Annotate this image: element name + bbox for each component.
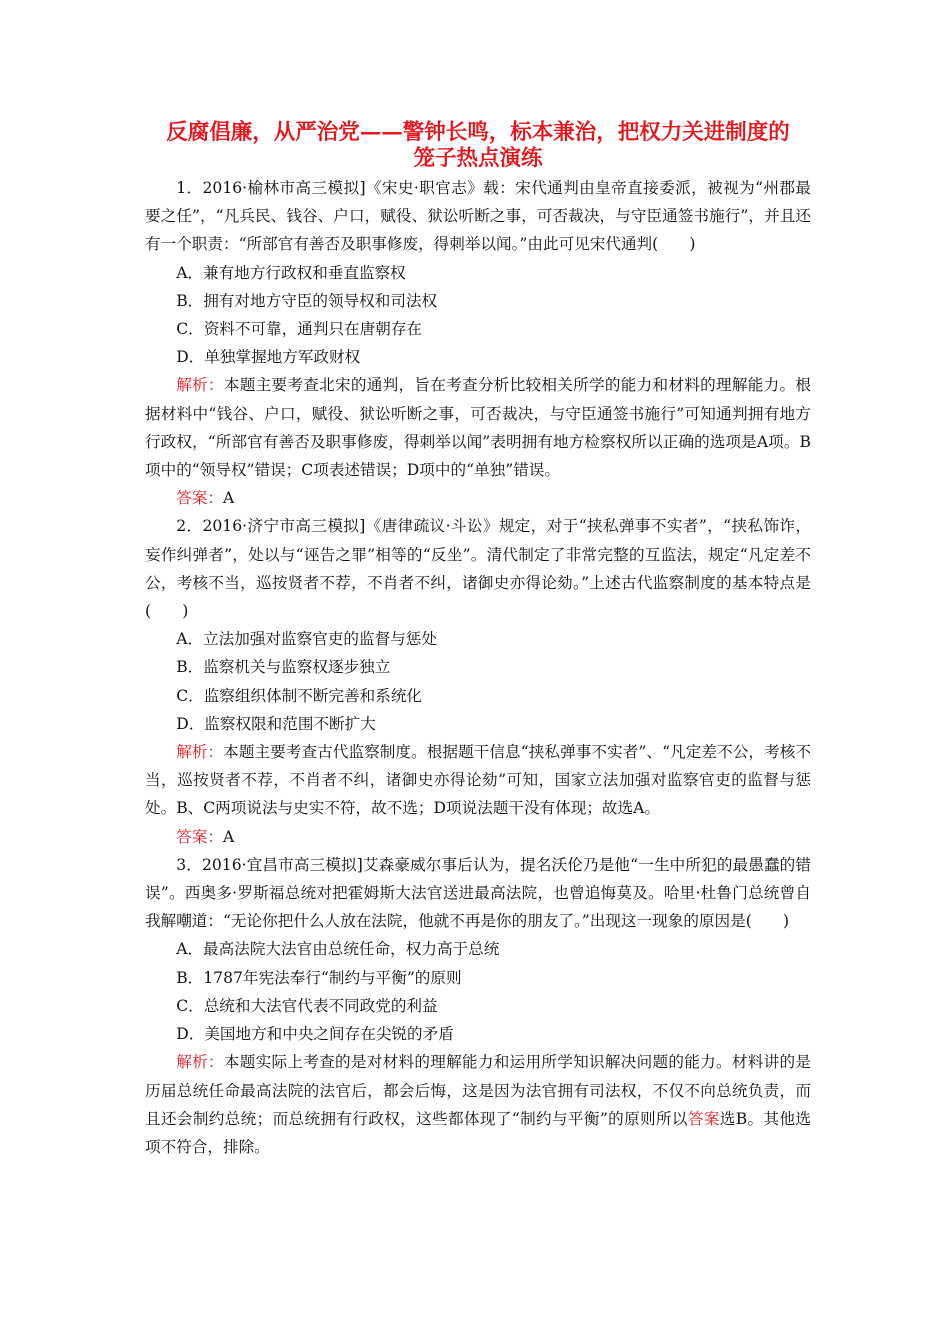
question-2-analysis [145, 738, 811, 823]
analysis-text: 本题主要考查古代监察制度。根据题干信息“挟私弹事不实者”、“凡定差不公，考核不当，巡按贤者不荐，不肖者不纠，诸御史亦得论劾”可知，国家立法加强对监察官吏的监督与惩处。B、C两项说法与史实不符，故不选；D项说法题干没有体现；故选A。 [145, 743, 811, 818]
question-1-option-a: A．兼有地方行政权和垂直监察权 [176, 263, 406, 282]
question-1-stem: 1．2016·榆林市高三模拟]《宋史·职官志》载：宋代通判由皇帝直接委派，被视为“州郡最要之任”，“凡兵民、钱谷、户口，赋役、狱讼听断之事，可否裁决，与守臣通签书施行”，并且还有一个职责：“所部官有善否及职事修废，得刺举以闻。”由此可见宋代通判( ) [145, 179, 811, 254]
question-3-option-a: A．最高法院大法官由总统任命，权力高于总统 [176, 940, 500, 959]
question-3-stem: 3．2016·宜昌市高三模拟]艾森豪威尔事后认为，提名沃伦乃是他“一生中所犯的最愚蠢的错误”。西奥多·罗斯福总统对把霍姆斯大法官送进最高法院，也曾追悔莫及。哈里·杜鲁门总统曾自我解嘲道：“无论你把什么人放在法院，他就不再是你的朋友了。”出现这一现象的原因是( ) [145, 855, 811, 931]
analysis-label: 解析： [176, 1053, 224, 1072]
answer-label: 答案： [176, 489, 223, 508]
analysis-label: 解析： [176, 743, 224, 762]
question-3-option-c: C．总统和大法官代表不同政党的利益 [176, 996, 438, 1015]
question-1-analysis [145, 371, 811, 484]
document-page [145, 120, 811, 1161]
analysis-label: 解析： [176, 376, 224, 395]
answer-value: A [222, 489, 235, 508]
question-2-answer [145, 823, 811, 851]
answer-label: 答案： [176, 827, 223, 846]
question-2-stem: 2．2016·济宁市高三模拟]《唐律疏议·斗讼》规定，对于“挟私弹事不实者”，“挟私饰诈，妄作纠弹者”，处以与“诬告之罪”相等的“反坐”。清代制定了非常完整的互监法，规定“凡定差不公，考核不当，巡按贤者不荐，不肖者不纠，诸御史亦得论劾。”上述古代监察制度的基本特点是( ) [145, 517, 811, 621]
question-2-option-b: B．监察机关与监察权逐步独立 [176, 658, 391, 677]
analysis-text: 本题主要考查北宋的通判，旨在考查分析比较相关所学的能力和材料的理解能力。根据材料中“钱谷、户口，赋役、狱讼听断之事，可否裁决，与守臣通签书施行”可知通判拥有地方行政权，“所部官有善否及职事修废，得刺举以闻”表明拥有地方检察权所以正确的选项是A项。B项中的“领导权”错误；C项表述错误；D项中的“单独”错误。 [145, 376, 811, 480]
question-1-answer [145, 484, 811, 512]
question-2-option-c: C．监察组织体制不断完善和系统化 [176, 686, 423, 705]
question-2-option-a: A．立法加强对监察官吏的监督与惩处 [176, 630, 437, 649]
question-1-option-c: C．资料不可靠，通判只在唐朝存在 [176, 320, 423, 339]
title-line-1: 反腐倡廉，从严治党——警钟长鸣，标本兼治，把权力关进制度的 [166, 120, 790, 145]
document-body [145, 174, 811, 1161]
question-1-option-d: D．单独掌握地方军政财权 [176, 348, 361, 367]
answer-inline-label: 答案 [687, 1109, 720, 1128]
question-3-option-d: D．美国地方和中央之间存在尖锐的矛盾 [176, 1025, 454, 1044]
question-3-option-b: B．1787年宪法奉行“制约与平衡”的原则 [176, 968, 462, 987]
answer-value: A [222, 827, 235, 846]
analysis-text-part-1: 本题实际上考查的是对材料的理解能力和运用所学知识解决问题的能力。材料讲的是历届总统任命最高法院的法官后，都会后悔，这是因为法官拥有司法权，不仅不向总统负责，而且还会制约总统；而总统拥有行政权，这些都体现了“制约与平衡”的原则所以 [145, 1053, 811, 1128]
analysis-text-part-2: 选B。其他选项不符合，排除。 [145, 1109, 811, 1156]
title-line-2: 笼子热点演练 [413, 146, 543, 171]
question-2-option-d: D．监察权限和范围不断扩大 [176, 714, 376, 733]
document-title [125, 120, 831, 172]
question-3-analysis [145, 1048, 811, 1161]
question-1-option-b: B．拥有对地方守臣的领导权和司法权 [176, 291, 438, 310]
